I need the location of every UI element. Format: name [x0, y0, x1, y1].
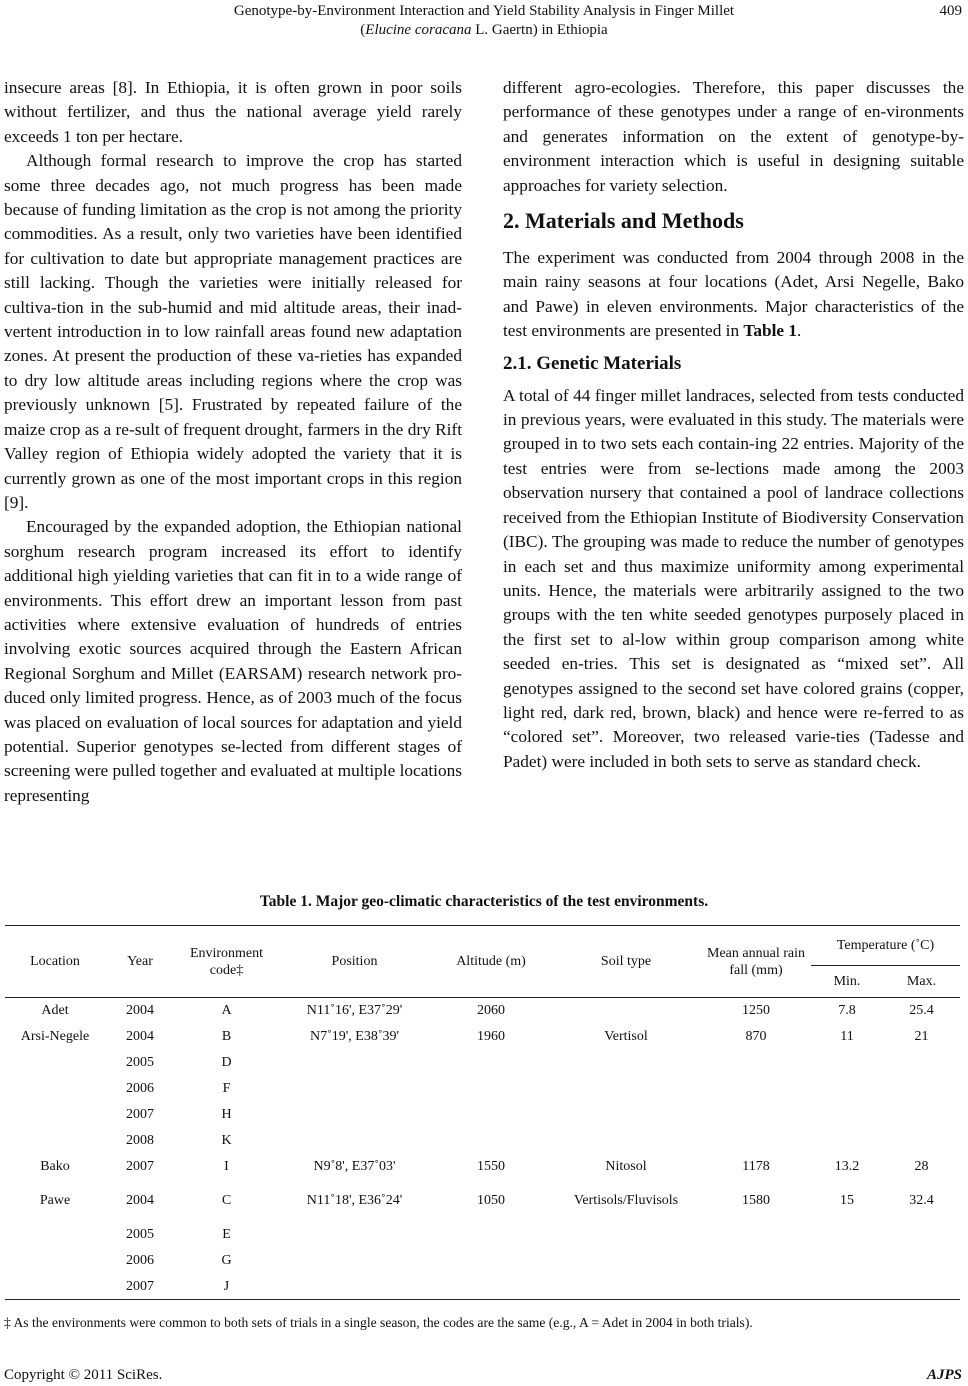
- cell-soil: [551, 1128, 701, 1154]
- cell-code: B: [221, 1029, 232, 1044]
- cell-position: [278, 1076, 431, 1102]
- cell-altitude: 1050: [477, 1193, 505, 1208]
- cell-rain: [701, 1050, 811, 1076]
- paren-open: (: [360, 22, 366, 38]
- table-row: [5, 1222, 960, 1248]
- cell-max: [883, 1248, 960, 1274]
- section-heading: 2. Materials and Methods: [503, 208, 744, 234]
- cell-year: 2005: [126, 1227, 154, 1242]
- cell-rain: [701, 1102, 811, 1128]
- cell-position: [278, 1102, 431, 1128]
- cell-code: D: [221, 1055, 232, 1070]
- col-header-location: Location: [30, 954, 80, 969]
- table-row: [5, 1050, 960, 1076]
- cell-max: 21: [914, 1029, 929, 1044]
- cell-max: [883, 1102, 960, 1128]
- cell-min: [811, 1274, 883, 1300]
- copyright-notice: Copyright © 2011 SciRes.: [4, 1367, 163, 1383]
- running-title-line2: [0, 21, 968, 40]
- cell-code: H: [221, 1107, 232, 1122]
- cell-year: 2005: [126, 1055, 154, 1070]
- cell-soil: [551, 1248, 701, 1274]
- col-header-temperature: Temperature (˚C): [811, 926, 960, 966]
- cell-position: [278, 1274, 431, 1300]
- cell-altitude: 1960: [477, 1029, 505, 1044]
- col-header-max: Max.: [906, 974, 937, 989]
- paragraph: A total of 44 finger millet landraces, selected from tests conducted in previous years, were evaluated in this study. The materials were grouped in to two sets each contain-ing 22 entries. Majority of the test entries were from se-lections made among the 2003 observation nursery that contained a pool of landrace collections received from the Ethiopian Institute of Biodiversity Conservation (IBC). The grouping was made to reduce the number of genotypes in each set and thus maximize uniformity among experimental units. Hence, the materials were arbitrarily assigned to the two groups with the ten white seeded genotypes purposely placed in the first set to al-low within group comparison among white seeded en-tries. This set is designated as “mixed set”. All genotypes assigned to the second set have colored grains (copper, light red, dark red, brown, black) and hence were re-ferred to as “colored set”. Moreover, two released varie-ties (Tadesse and Padet) were included in both sets to serve as standard check.: [503, 385, 964, 771]
- cell-position: [278, 1050, 431, 1076]
- col-header-soil: Soil type: [600, 954, 652, 969]
- cell-year: 2007: [126, 1278, 154, 1294]
- cell-rain: 1580: [742, 1193, 770, 1208]
- cell-location: [5, 1248, 105, 1274]
- running-title-line1: Genotype-by-Environment Interaction and Yield Stability Analysis in Finger Millet: [233, 3, 735, 19]
- cell-max: [883, 1274, 960, 1300]
- cell-code: G: [221, 1253, 232, 1268]
- cell-location: [5, 1102, 105, 1128]
- cell-rain: 870: [745, 1029, 767, 1044]
- cell-min: [811, 1102, 883, 1128]
- cell-max: [883, 1128, 960, 1154]
- cell-year: 2006: [126, 1253, 154, 1268]
- cell-soil: [551, 1102, 701, 1128]
- running-head: [0, 0, 968, 44]
- table-row: [5, 1076, 960, 1102]
- cell-min: 13.2: [834, 1159, 860, 1174]
- cell-altitude: [431, 1248, 551, 1274]
- table-header: [5, 926, 960, 998]
- cell-altitude: [431, 1050, 551, 1076]
- cell-min: [811, 1222, 883, 1248]
- col-header-env-code: Environment code‡: [189, 945, 264, 978]
- paragraph-end: .: [797, 321, 802, 341]
- cell-rain: 1178: [742, 1159, 770, 1174]
- cell-altitude: [431, 1128, 551, 1154]
- right-column: [503, 76, 964, 774]
- col-header-min: Min.: [833, 974, 861, 989]
- cell-location: Arsi-Negele: [20, 1029, 90, 1044]
- cell-position: N11˚18', E36˚24': [306, 1193, 403, 1208]
- cell-rain: 1250: [742, 1003, 770, 1019]
- cell-max: 25.4: [909, 1003, 934, 1019]
- page-number: 409: [939, 3, 962, 19]
- cell-altitude: 1550: [477, 1159, 505, 1174]
- cell-location: [5, 1050, 105, 1076]
- cell-position: [278, 1128, 431, 1154]
- cell-year: 2006: [126, 1081, 154, 1096]
- cell-rain: [701, 1274, 811, 1300]
- cell-position: N7˚19', E38˚39': [309, 1029, 400, 1044]
- cell-code: E: [222, 1227, 231, 1242]
- cell-position: [278, 1248, 431, 1274]
- table-row: [5, 1128, 960, 1154]
- cell-altitude: [431, 1102, 551, 1128]
- cell-code: K: [221, 1133, 232, 1148]
- cell-max: 28: [914, 1159, 929, 1174]
- cell-soil: Nitosol: [605, 1159, 647, 1174]
- cell-min: [811, 1248, 883, 1274]
- table-caption: Table 1. Major geo-climatic characteristics of the test environments.: [259, 893, 709, 910]
- cell-rain: [701, 1222, 811, 1248]
- cell-altitude: [431, 1222, 551, 1248]
- title-line2-rest: L. Gaertn) in Ethiopia: [471, 22, 608, 38]
- cell-code: I: [224, 1159, 229, 1174]
- cell-soil: [551, 998, 701, 1024]
- col-header-year: Year: [127, 954, 153, 969]
- subsection-heading: 2.1. Genetic Materials: [503, 352, 682, 374]
- cell-soil: [551, 1274, 701, 1300]
- col-header-altitude: Altitude (m): [456, 954, 526, 969]
- table-row: [5, 998, 960, 1024]
- cell-rain: [701, 1128, 811, 1154]
- paragraph: Encouraged by the expanded adoption, the Ethiopian national sorghum research program increased its effort to identify additional high yielding varieties that can fit in to a wide range of environments. This effort drew an important lesson from past activities where extensive evaluation of hundreds of entries involving exotic sources acquired through the Eastern African Regional Sorghum and Millet (EARSAM) research network pro-duced only limited progress. Hence, as of 2003 much of the focus was placed on evaluation of local sources for adaptation and yield potential. Superior genotypes se-lected from different stages of screening were pulled together and evaluated at multiple locations representing: [4, 517, 462, 805]
- cell-min: 7.8: [838, 1003, 856, 1019]
- table-reference: Table 1: [743, 321, 798, 341]
- cell-altitude: 2060: [477, 1003, 505, 1019]
- cell-location: Pawe: [39, 1193, 71, 1208]
- cell-location: Adet: [41, 1003, 69, 1019]
- cell-min: 15: [840, 1193, 854, 1208]
- cell-max: [883, 1076, 960, 1102]
- cell-year: 2007: [126, 1107, 154, 1122]
- cell-max: 32.4: [909, 1193, 934, 1208]
- cell-altitude: [431, 1274, 551, 1300]
- table-row: [5, 1024, 960, 1050]
- table-row: [5, 1274, 960, 1300]
- cell-location: [5, 1274, 105, 1300]
- cell-position: N9˚8', E37˚03': [313, 1159, 396, 1174]
- paragraph: insecure areas [8]. In Ethiopia, it is often grown in poor soils without fertilizer, and thus the national average yield rarely exceeds 1 ton per hectare.: [4, 78, 462, 146]
- table-body: [5, 998, 960, 1300]
- journal-abbreviation: AJPS: [926, 1367, 962, 1383]
- cell-min: 11: [840, 1029, 854, 1044]
- cell-year: 2007: [126, 1159, 154, 1174]
- col-header-rain: Mean annual rain fall (mm): [707, 945, 805, 978]
- cell-location: [5, 1076, 105, 1102]
- environments-table: [5, 925, 960, 1300]
- cell-year: 2004: [126, 1193, 154, 1208]
- table-row: [5, 1102, 960, 1128]
- table-row: [5, 1248, 960, 1274]
- table-row: [5, 1180, 960, 1222]
- cell-min: [811, 1076, 883, 1102]
- paragraph: different agro-ecologies. Therefore, this paper discusses the performance of these genotypes under a range of en-vironments and generates information on the extent of genotype-by-environment interaction which is useful in designing suitable approaches for variety selection.: [503, 78, 964, 195]
- cell-min: [811, 1128, 883, 1154]
- cell-year: 2004: [126, 1003, 154, 1019]
- paragraph: Although formal research to improve the crop has started some three decades ago, not much progress has been made because of funding limitation as the crop is not among the priority commodities. As a result, only two varieties have been identified for cultivation to date but appropriate management practices are still lacking. Though the varieties were initially released for cultiva-tion in the sub-humid and mid altitude areas, their inad-vertent introduction in to low rainfall areas found new adaptation zones. At present the production of these va-rieties has expanded to dry low altitude areas including regions where the crop was previously unknown [5]. Frustrated by repeated failure of the maize crop as a re-sult of frequent drought, farmers in the dry Rift Valley region of Ethiopia widely adopted the variety that it is currently grown as one of the most important crops in this region [9].: [4, 151, 462, 512]
- cell-position: [278, 1222, 431, 1248]
- cell-year: 2004: [126, 1029, 154, 1044]
- left-column: [4, 76, 462, 808]
- cell-soil: [551, 1050, 701, 1076]
- cell-code: C: [221, 1193, 232, 1208]
- cell-max: [883, 1222, 960, 1248]
- cell-soil: Vertisols/Fluvisols: [573, 1193, 679, 1208]
- table-footnote: ‡ As the environments were common to both sets of trials in a single season, the codes are the same (e.g., A = Adet in 2004 in both trials).: [4, 1315, 753, 1330]
- table-row: [5, 1154, 960, 1180]
- cell-code: F: [222, 1081, 231, 1096]
- cell-location: Bako: [40, 1159, 70, 1174]
- cell-soil: [551, 1222, 701, 1248]
- cell-soil: [551, 1076, 701, 1102]
- cell-year: 2008: [126, 1133, 154, 1148]
- cell-code: A: [221, 1003, 232, 1019]
- cell-code: J: [223, 1278, 230, 1294]
- cell-soil: Vertisol: [604, 1029, 648, 1044]
- cell-min: [811, 1050, 883, 1076]
- cell-rain: [701, 1076, 811, 1102]
- cell-location: [5, 1222, 105, 1248]
- page-footer: [0, 1366, 968, 1386]
- species-name: Elucine coracana: [365, 22, 472, 38]
- cell-position: N11˚16', E37˚29': [306, 1003, 403, 1019]
- col-header-position: Position: [331, 954, 378, 969]
- cell-altitude: [431, 1076, 551, 1102]
- cell-max: [883, 1050, 960, 1076]
- cell-location: [5, 1128, 105, 1154]
- paragraph: [503, 246, 964, 344]
- cell-rain: [701, 1248, 811, 1274]
- paragraph-text: The experiment was conducted from 2004 through 2008 in the main rainy seasons at four locations (Adet, Arsi Negelle, Bako and Pawe) in eleven environments. Major characteristics of the test environments are presented in: [503, 248, 964, 341]
